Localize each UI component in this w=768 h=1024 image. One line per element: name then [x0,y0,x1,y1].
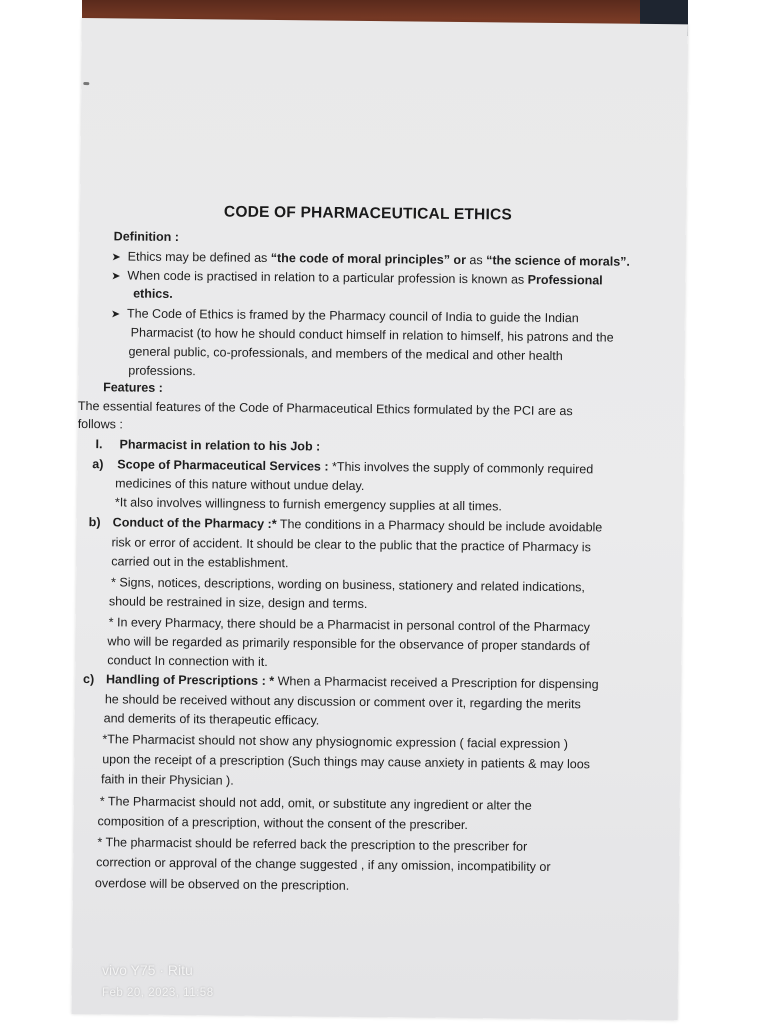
item-c-line-4: *The Pharmacist should not show any physiognomic expression ( facial expression ) [102,732,569,752]
item-b-line-8: conduct In connection with it. [107,653,268,669]
features-line-1: The essential features of the Code of Pharmaceutical Ethics formulated by the PCI are as [77,398,573,419]
item-b-label: b) [88,515,101,530]
item-c-line-9: * The pharmacist should be referred back the prescription to the prescriber for [97,835,528,854]
camera-watermark-datetime: Feb 20, 2023, 11:58 [102,987,214,999]
arrowhead-bullet-icon: ➤ [111,270,121,283]
item-c-line-8: composition of a prescription, without the consent of the prescriber. [97,814,468,833]
item-a-line-3: *It also involves willingness to furnish emergency supplies at all times. [114,495,502,514]
bullet-3-text: The Code of Ethics is framed by the Pharmacy council of India to guide the Indian [127,306,579,326]
item-b-text: The conditions in a Pharmacy should be include avoidable [276,517,603,535]
bullet-1-emphasis-2: “the science of morals”. [486,253,631,269]
bullet-3-line-2: Pharmacist (to how he should conduct himself in relation to himself, his patrons and the [130,325,614,345]
item-b-line-7: who will be regarded as primarily responsible for the observance of proper standards of [107,634,590,654]
section-1-title: Pharmacist in relation to his Job : [119,437,321,454]
bullet-1 [111,250,630,268]
definition-heading: Definition : [113,229,180,245]
item-b-title: Conduct of the Pharmacy :* [112,515,277,532]
bullet-3-line-4: professions. [128,363,196,379]
bullet-3-line-3: general public, co-professionals, and members of the medical and other health [128,344,563,364]
item-a-text: *This involves the supply of commonly required [328,459,594,477]
item-b-line-3: carried out in the establishment. [111,554,289,571]
features-line-2: follows : [77,416,123,432]
item-b-line-6: * In every Pharmacy, there should be a Pharmacist in personal control of the Pharmacy [108,615,590,635]
item-b-line-4: * Signs, notices, descriptions, wording on business, stationery and related indications, [111,575,586,595]
document-title: CODE OF PHARMACEUTICAL ETHICS [223,203,513,224]
item-c-line-1 [106,673,599,691]
paper-sheet [72,18,688,1020]
section-1-number: I. [95,437,103,452]
bullet-2-text: When code is practised in relation to a particular profession is known as [127,268,528,287]
bullet-1-text: Ethics may be defined as [127,249,271,265]
item-c-line-5: upon the receipt of a prescription (Such things may cause anxiety in patients & may loos [102,752,591,772]
bullet-3 [111,307,579,325]
item-c-label: c) [83,672,95,687]
bullet-2 [111,269,603,287]
item-c-title: Handling of Prescriptions : * [106,672,275,689]
camera-watermark-device: vivo Y75 · Ritu [102,962,193,978]
item-c-text: When a Pharmacist received a Prescription for dispensing [274,674,599,692]
arrowhead-bullet-icon: ➤ [111,251,121,264]
item-a-title: Scope of Pharmaceutical Services : [117,457,329,474]
item-b-line-5: should be restrained in size, design and terms. [108,594,368,612]
arrowhead-bullet-icon: ➤ [110,308,121,321]
bullet-1-text-2: as [465,253,487,268]
item-a-line-2: medicines of this nature without undue delay. [115,476,365,493]
item-c-line-2: he should be received without any discussion or comment over it, regarding the merits [104,692,581,712]
bullet-2-cont: ethics. [133,286,173,301]
paper-mark [83,82,89,85]
item-a-label: a) [92,457,104,472]
bullet-1-emphasis: “the code of moral principles” or [270,250,467,268]
item-c-line-7: * The Pharmacist should not add, omit, or substitute any ingredient or alter the [99,794,532,813]
item-b-line-2: risk or error of accident. It should be clear to the public that the practice of Pharmacy is [111,535,591,555]
item-c-line-3: and demerits of its therapeutic efficacy. [103,711,320,728]
item-b-line-1 [113,516,603,534]
item-c-line-10: correction or approval of the change suggested , if any omission, incompatibility or [96,855,551,874]
bullet-2-emphasis: Professional [527,272,603,288]
item-c-line-6: faith in their Physician ). [100,772,234,788]
item-c-line-11: overdose will be observed on the prescription. [94,876,350,893]
features-heading: Features : [103,380,163,395]
item-a-line-1 [117,458,593,475]
